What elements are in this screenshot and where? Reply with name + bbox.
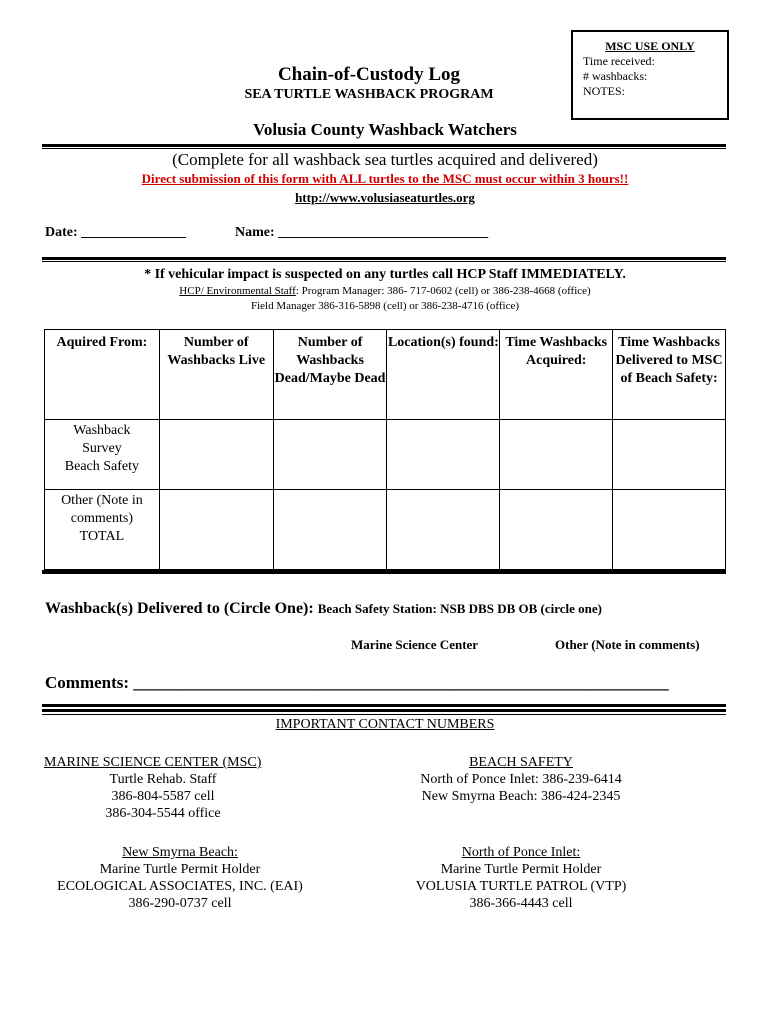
contact-line: Turtle Rehab. Staff <box>109 772 217 787</box>
contact-line: 386-304-5544 office <box>105 806 221 821</box>
comments-field[interactable]: Comments: _______________________________________________________________ <box>45 673 669 692</box>
table-cell[interactable] <box>273 490 387 570</box>
contact-heading: BEACH SAFETY <box>469 755 573 770</box>
time-received-label: Time received: <box>583 54 655 68</box>
program-subtitle: SEA TURTLE WASHBACK PROGRAM <box>244 87 494 102</box>
row-label-line: Other (Note in <box>61 493 143 508</box>
delivery-section <box>45 600 602 618</box>
website-link[interactable]: http://www.volusiaseaturtles.org <box>295 190 475 205</box>
delivery-label: Washback(s) Delivered to (Circle One): <box>45 600 314 617</box>
instructions: (Complete for all washback sea turtles acquired and delivered) <box>172 150 598 169</box>
divider <box>42 709 726 712</box>
washbacks-count-label: # washbacks: <box>583 69 648 83</box>
row-label-line: Washback <box>73 423 131 438</box>
row-label-line: Survey <box>82 441 122 456</box>
vehicular-impact-alert: * If vehicular impact is suspected on any turtles call HCP Staff IMMEDIATELY. <box>144 267 626 282</box>
contact-line: ECOLOGICAL ASSOCIATES, INC. (EAI) <box>57 879 303 894</box>
divider <box>42 261 726 262</box>
table-cell[interactable] <box>159 490 273 570</box>
contact-line: New Smyrna Beach: 386-424-2345 <box>421 789 621 804</box>
divider <box>42 257 726 260</box>
table-cell[interactable] <box>159 420 273 490</box>
contact-line: 386-290-0737 cell <box>128 896 232 911</box>
contact-line: VOLUSIA TURTLE PATROL (VTP) <box>415 879 627 894</box>
column-header: Aquired From: <box>45 330 160 420</box>
msc-use-only-box <box>571 30 729 120</box>
row-label-line: comments) <box>70 511 133 526</box>
new-smyrna-contact <box>42 844 318 912</box>
divider <box>42 144 726 147</box>
contact-line: 386-366-4443 cell <box>469 896 573 911</box>
table-row <box>45 420 726 490</box>
column-header: Number of Washbacks Live <box>159 330 273 420</box>
column-header: Time Washbacks Acquired: <box>500 330 613 420</box>
contact-line: Marine Turtle Permit Holder <box>99 862 261 877</box>
msc-box-heading: MSC USE ONLY <box>605 39 695 53</box>
hcp-staff-numbers: : Program Manager: 386- 717-0602 (cell) or 386-238-4668 (office) <box>295 285 591 297</box>
beach-safety-option[interactable]: Beach Safety Station: NSB DBS DB OB (circle one) <box>317 601 603 616</box>
table-cell[interactable] <box>500 420 613 490</box>
table-cell[interactable] <box>273 420 387 490</box>
table-cell[interactable] <box>613 420 726 490</box>
divider <box>42 148 726 149</box>
row-label <box>45 490 160 570</box>
table-cell[interactable] <box>387 490 500 570</box>
notes-label: NOTES: <box>583 84 625 98</box>
hcp-staff-contact <box>0 285 770 297</box>
msc-contact <box>44 754 282 822</box>
date-field[interactable]: Date: _______________ <box>45 225 187 240</box>
msc-option[interactable]: Marine Science Center <box>351 637 479 652</box>
name-field[interactable]: Name: ______________________________ <box>235 225 489 240</box>
submission-warning: Direct submission of this form with ALL turtles to the MSC must occur within 3 hours!! <box>141 171 629 186</box>
column-header: Number of Washbacks Dead/Maybe Dead <box>273 330 387 420</box>
table-row <box>45 490 726 570</box>
page-title: Chain-of-Custody Log <box>277 64 461 85</box>
contact-heading: MARINE SCIENCE CENTER (MSC) <box>44 755 262 770</box>
column-header: Location(s) found: <box>387 330 500 420</box>
row-label <box>45 420 160 490</box>
table-bottom-rule <box>42 570 726 574</box>
hcp-staff-label: HCP/ Environmental Staff <box>179 285 296 297</box>
row-label-line: TOTAL <box>79 529 125 544</box>
contacts-title: IMPORTANT CONTACT NUMBERS <box>275 717 495 732</box>
contact-heading: North of Ponce Inlet: <box>461 845 581 860</box>
table-header-row <box>45 330 726 420</box>
contact-line: Marine Turtle Permit Holder <box>440 862 602 877</box>
table-cell[interactable] <box>613 490 726 570</box>
table-cell[interactable] <box>500 490 613 570</box>
divider <box>42 704 726 707</box>
beach-safety-contact <box>390 754 652 805</box>
table-cell[interactable] <box>387 420 500 490</box>
column-header: Time Washbacks Delivered to MSC of Beach Safety: <box>613 330 726 420</box>
row-label-line: Beach Safety <box>64 459 140 474</box>
other-option[interactable]: Other (Note in comments) <box>555 637 700 652</box>
ponce-inlet-contact <box>390 844 652 912</box>
divider <box>42 714 726 715</box>
field-manager-contact: Field Manager 386-316-5898 (cell) or 386-238-4716 (office) <box>251 300 519 312</box>
washback-log-table <box>44 329 726 570</box>
contact-heading: New Smyrna Beach: <box>122 845 238 860</box>
organization-name: Volusia County Washback Watchers <box>253 120 517 139</box>
contact-line: 386-804-5587 cell <box>111 789 215 804</box>
contact-line: North of Ponce Inlet: 386-239-6414 <box>420 772 622 787</box>
